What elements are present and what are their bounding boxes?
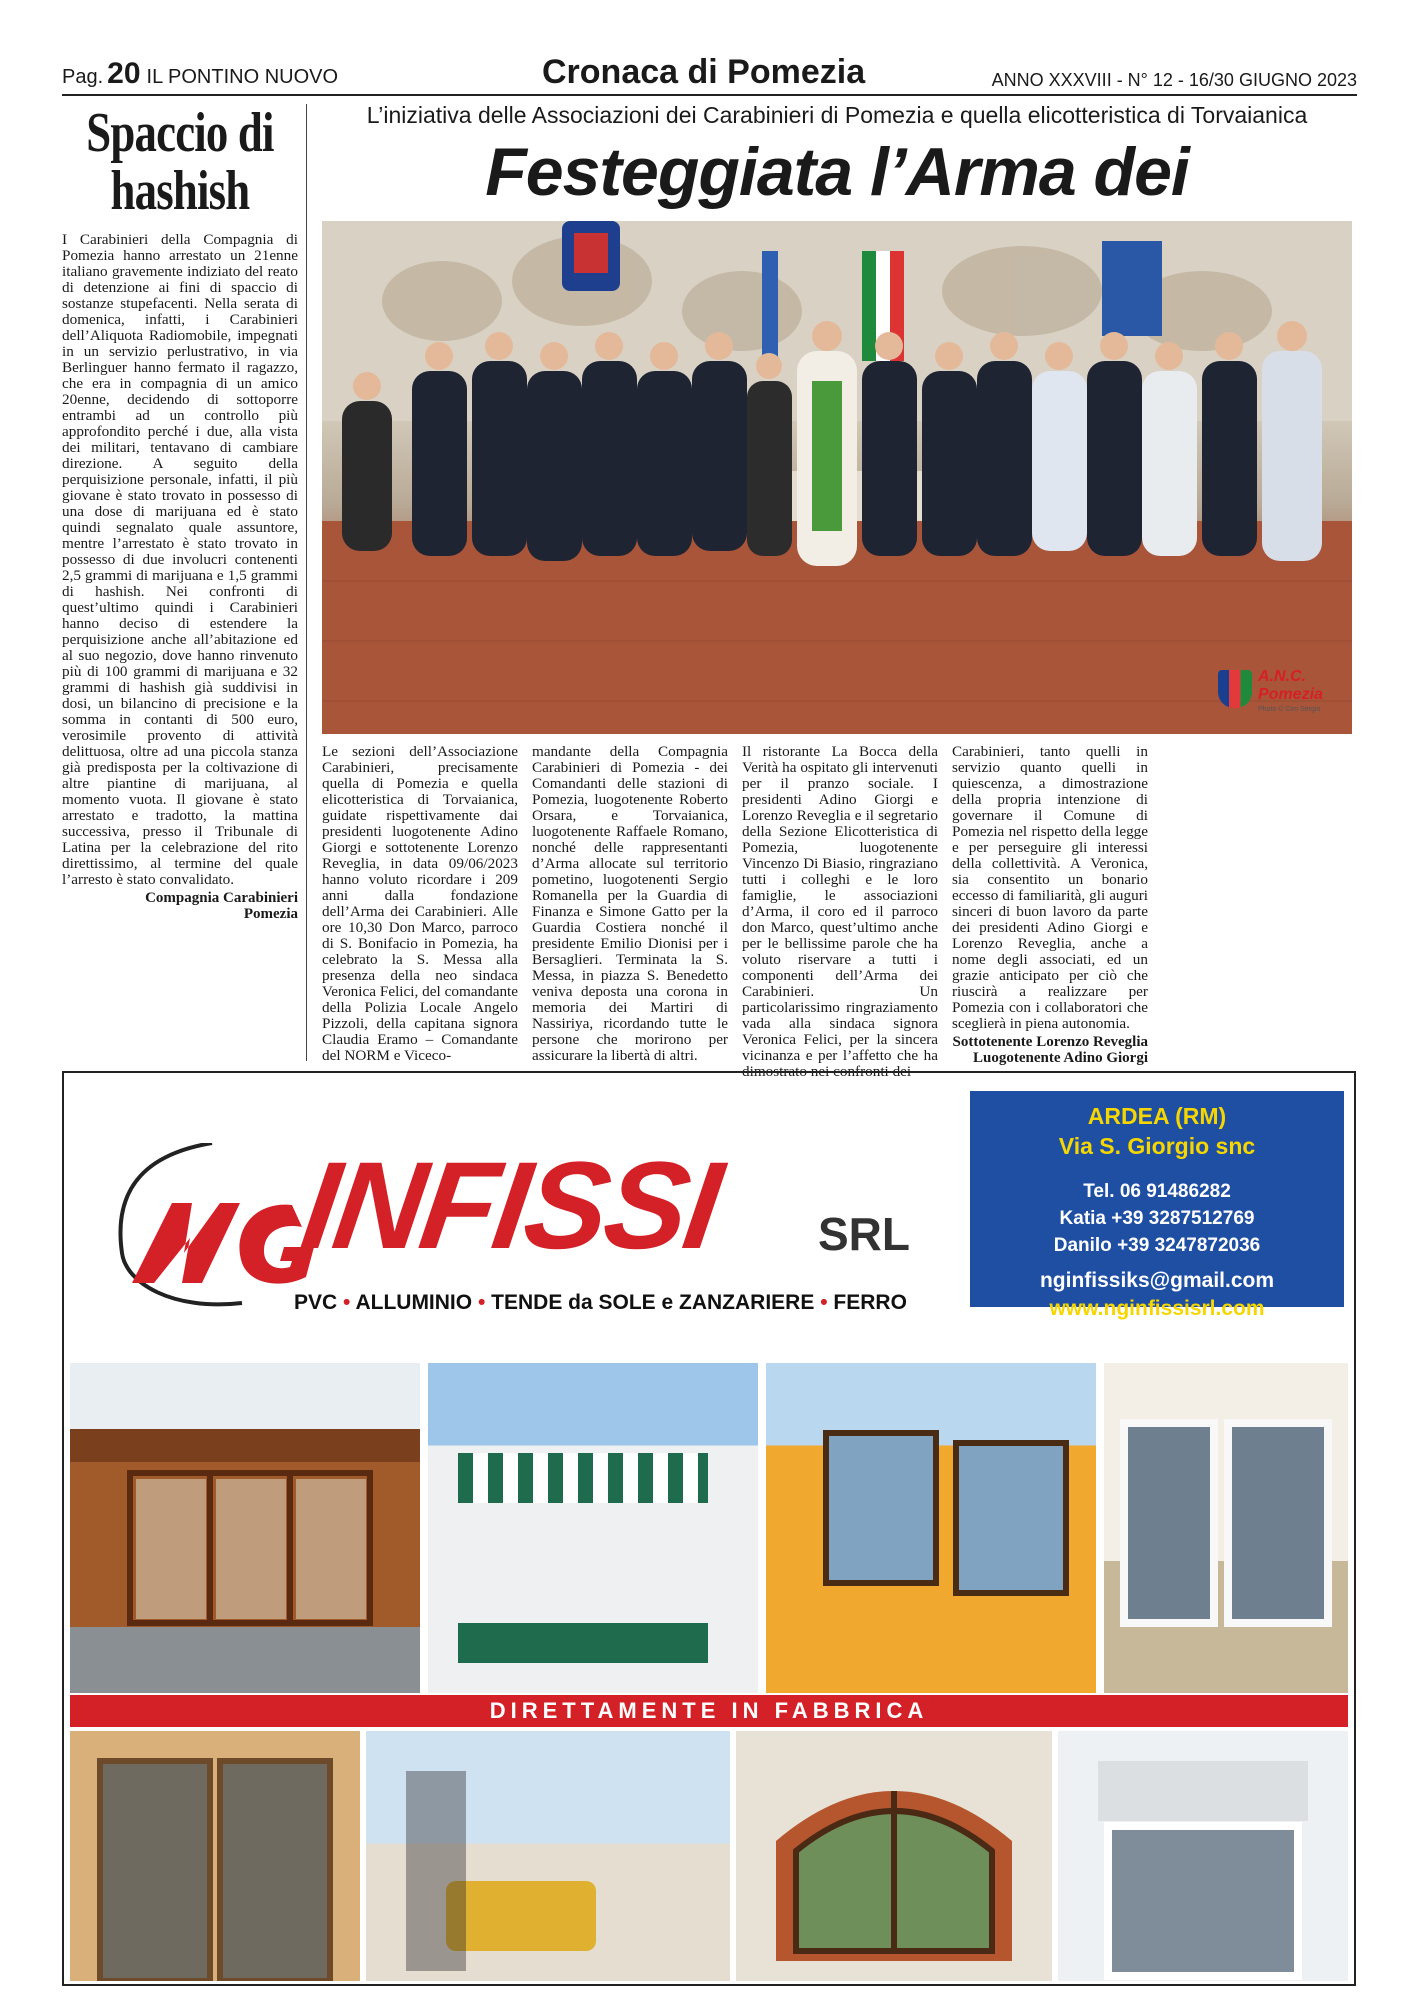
product-photo-awning	[428, 1363, 758, 1693]
side-article	[62, 104, 298, 1061]
factory-banner: DIRETTAMENTE IN FABBRICA	[70, 1695, 1348, 1727]
anc-crest-icon	[1218, 670, 1252, 708]
page-number: Pag. 20 IL PONTINO NUOVO	[62, 57, 339, 90]
group-photo	[322, 221, 1352, 734]
product-photo-veranda-wood	[70, 1363, 420, 1693]
contact-website: www.nginfissisrl.com	[1049, 1297, 1265, 1320]
side-article-body: I Carabinieri della Compagnia di Pomezia hanno arrestato un 21enne italiano gravemente indiziato del reato di detenzione ai fini di spaccio di sostanze stupefacenti. Nella serata di domenica, infatti, i Carabinieri dell’Aliquota Radiomobile, impegnati in un servizio perlustrativo, in via Berlinguer hanno fermato il ragazzo, che era in compagnia di un amico 20enne, decidendo di sottoporre entrambi ad un controllo più approfondito perché i due, alla vista dei militari, tentavano di cambiare direzione. A seguito della perquisizione personale, infatti, il più giovane è stato trovato in possesso di una dose di marijuana ed è stato quindi segnalato quale assuntore, mentre l’arrestato è stato trovato in possesso di due involucri contenenti 2,5 grammi di marijuana e 1,5 grammi di hashish. Nei confronti di quest’ultimo quindi i Carabinieri hanno deciso di estendere la perquisizione anche all’abitazione ed al suo negozio, dove hanno rinvenuto più di 100 grammi di marijuana e 32 grammi di hashish già suddivisi in dosi, un bilancino di precisione e la somma in contanti di 500 euro, verosimile provento di attività delittuosa, oltre ad una piccola stanza già predisposta per la coltivazione di altre piantine di marijuana, al momento vuota. Il giovane è stato arrestato e tradotto, la mattina successiva, presso il Tribunale di Latina per la celebrazione del rito direttissimo, al termine del quale l’arresto è stato convalidato.	[62, 231, 298, 888]
contact-email: nginfissiks@gmail.com	[1039, 1269, 1275, 1292]
article-kicker: L’iniziativa delle Associazioni dei Carabinieri di Pomezia e quella elicotteristica di Torvaianica	[366, 102, 1308, 128]
side-article-signature: Compagnia Carabinieri Pomezia	[145, 890, 298, 922]
brand-name: INFISSI	[294, 1137, 727, 1275]
product-photo-sliding-door	[70, 1731, 360, 1981]
article-column-1: Le sezioni dell’Associazione Carabinieri, precisamente quella di Pomezia e quella elicotteristica di Torvaianica, guidate rispettivamente dai presidenti luogotenente Adino Giorgi e sottotenente Lorenzo Reveglia, in data 09/06/2023 hanno voluto ricordare i 209 anni dalla fondazione dell’Arma dei Carabinieri. Alle ore 10,30 Don Marco, parroco di S. Bonifacio in Pomezia, ha celebrato la S. Messa alla presenza della neo sindaca Veronica Felici, del comandante della Polizia Locale Angelo Pizzoli, della capitana signora Claudia Eramo – Comandante del NORM e Viceco-	[322, 743, 518, 1064]
phone-danilo: Danilo +39 3247872036	[1053, 1235, 1261, 1256]
group-photo-illustration	[322, 221, 1352, 734]
product-photo-white-windows	[1104, 1363, 1348, 1693]
phone-number: Tel. 06 91486282	[1083, 1181, 1231, 1202]
column-divider	[306, 104, 307, 1061]
product-photo-windows-facade	[766, 1363, 1096, 1693]
section-title: Cronaca di Pomezia	[542, 53, 866, 91]
side-article-headline: Spaccio di hashish	[86, 102, 274, 222]
article-column-3: Il ristorante La Bocca della Verità ha ospitato gli intervenuti per il pranzo sociale. I presidenti Adino Giorgi e Lorenzo Reveglia e il segretario della Sezione Elicotteristica di Pomezia, luogotenente Vincenzo Di Biasio, ringraziano tutti i colleghi e le loro famiglie, le associazioni d’Arma, il coro ed il parroco don Marco, quest’ultimo anche per le bellissime parole che ha voluto riservare a tutti i componenti dell’Arma dei Carabinieri. Un particolarissimo ringraziamento vada alla sindaca signora Veronica Felici, per la sincera vicinanza e per l’affetto che ha dimostrato nei confronti dei	[742, 743, 938, 1080]
brand-suffix: SRL	[818, 1208, 910, 1260]
product-photo-arched-window	[736, 1731, 1052, 1981]
article-column-4: Carabinieri, tanto quelli in servizio quanto quelli in quiescenza, a dimostrazione della propria intenzione di governare il Comune di Pomezia nel rispetto della legge e per perseguire gli interessi della collettività. A Veronica, sia consentito un bonario eccesso di familiarità, gli auguri sinceri di buon lavoro da parte dei presidenti Adino Giorgi e Lorenzo Reveglia, anche a nome degli associati, ed un grazie anticipato per ciò che riuscirà a realizzare per Pomezia con i collaboratori che sceglierà in piena autonomia.	[952, 743, 1148, 1032]
anc-pomezia-logo: A.N.C. Pomezia Photo © Ciro Sergio	[1218, 664, 1330, 720]
article-column-4-wrap	[952, 744, 1148, 1066]
article-headline: Festeggiata l’Arma dei	[485, 134, 1189, 210]
product-photo-roller-shutter	[1058, 1731, 1348, 1981]
page-header	[62, 53, 1357, 96]
phone-katia: Katia +39 3287512769	[1059, 1208, 1255, 1229]
product-tagline: PVC • ALLUMINIO • TENDE da SOLE e ZANZARIERE • FERRO	[294, 1291, 907, 1314]
contact-box: ARDEA (RM) Via S. Giorgio snc Tel. 06 91486282 Katia +39 3287512769 Danilo +39 3247872036 nginfissiks@gmail.com www.nginfissisrl.com	[970, 1091, 1344, 1307]
advertisement	[62, 1071, 1356, 1986]
issue-info: ANNO XXXVIII - N° 12 - 16/30 GIUGNO 2023	[991, 70, 1357, 90]
article-signature: Sottotenente Lorenzo Reveglia Luogotenente Adino Giorgi	[952, 1034, 1148, 1066]
product-photo-living-room	[366, 1731, 730, 1981]
article-column-2: mandante della Compagnia Carabinieri di Pomezia - dei Comandanti delle stazioni di Pomezia, luogotenente Roberto Orsara, e Torvaianica, luogotenente Raffaele Romano, nonché delle rappresentanti d’Arma allocate sul territorio pometino, luogotenenti Sergio Romanella per la Guardia di Finanza e Simone Gatto per la Guardia Costiera nonché il presidente Emilio Dionisi per i Bersaglieri. Terminata la S. Messa, in piazza S. Benedetto veniva deposta una corona in memoria dei Martiri di Nassiriya, ricordando tutte le persone che morirono per assicurare la libertà di altri.	[532, 743, 728, 1064]
